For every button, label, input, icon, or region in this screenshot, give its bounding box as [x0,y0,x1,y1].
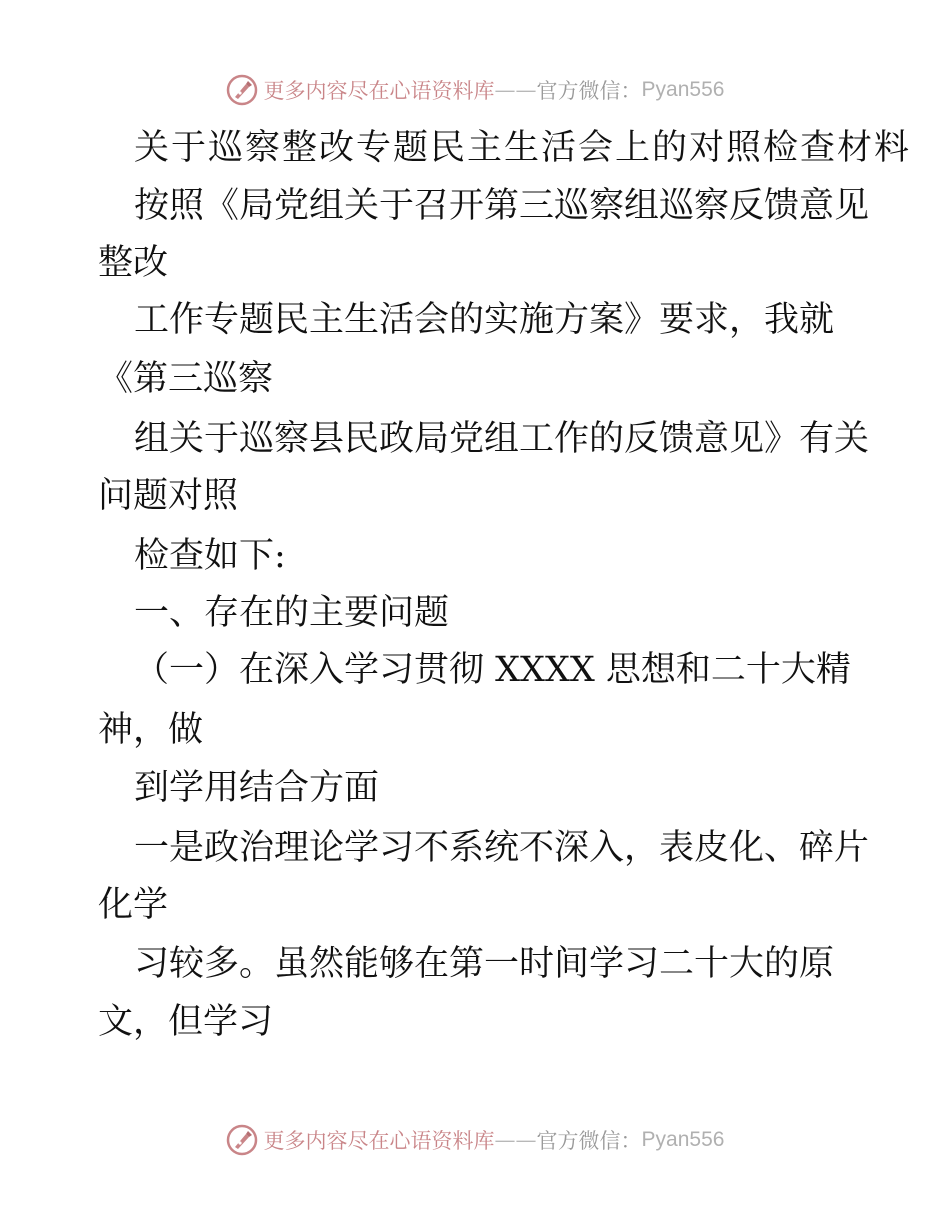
paragraph-line: 化学 [98,885,169,925]
paragraph-line: 检查如下: [134,536,286,576]
subsection-heading: （一）在深入学习贯彻 XXXX 思想和二十大精 [134,650,851,690]
document-title: 关于巡察整改专题民主生活会上的对照检查材料 [134,128,912,168]
watermark-wechat-id: Pyan556 [641,1128,725,1151]
paragraph-line: 工作专题民主生活会的实施方案》要求，我就 [134,300,835,340]
watermark-brand: 更多内容尽在心语资料库 [263,79,495,103]
paragraph-line: 到学用结合方面 [134,768,380,808]
paragraph-line: 整改 [98,243,169,283]
paragraph-line: 文，但学习 [98,1002,274,1042]
watermark-dash: —— [494,78,537,102]
paragraph-line: 一是政治理论学习不系统不深入，表皮化、碎片 [134,828,870,868]
paragraph-line: 组关于巡察县民政局党组工作的反馈意见》有关 [134,419,870,459]
watermark-text [264,1125,725,1155]
paragraph-line: 习较多。虽然能够在第一时间学习二十大的原 [134,944,835,984]
watermark-wechat-id: Pyan556 [641,78,725,101]
watermark-wechat-label: 官方微信： [536,79,642,103]
watermark-brand: 更多内容尽在心语资料库 [263,1129,495,1153]
watermark-footer [0,1120,950,1160]
section-heading: 一、存在的主要问题 [134,593,450,633]
paragraph-line: 问题对照 [98,476,239,516]
pen-logo-icon [226,1124,258,1156]
paragraph-line: 按照《局党组关于召开第三巡察组巡察反馈意见 [134,186,870,226]
paragraph-line: 《第三巡察 [98,359,274,399]
watermark-wechat-label: 官方微信： [536,1129,642,1153]
paragraph-line: 神，做 [98,710,204,750]
watermark-dash: —— [494,1128,537,1152]
